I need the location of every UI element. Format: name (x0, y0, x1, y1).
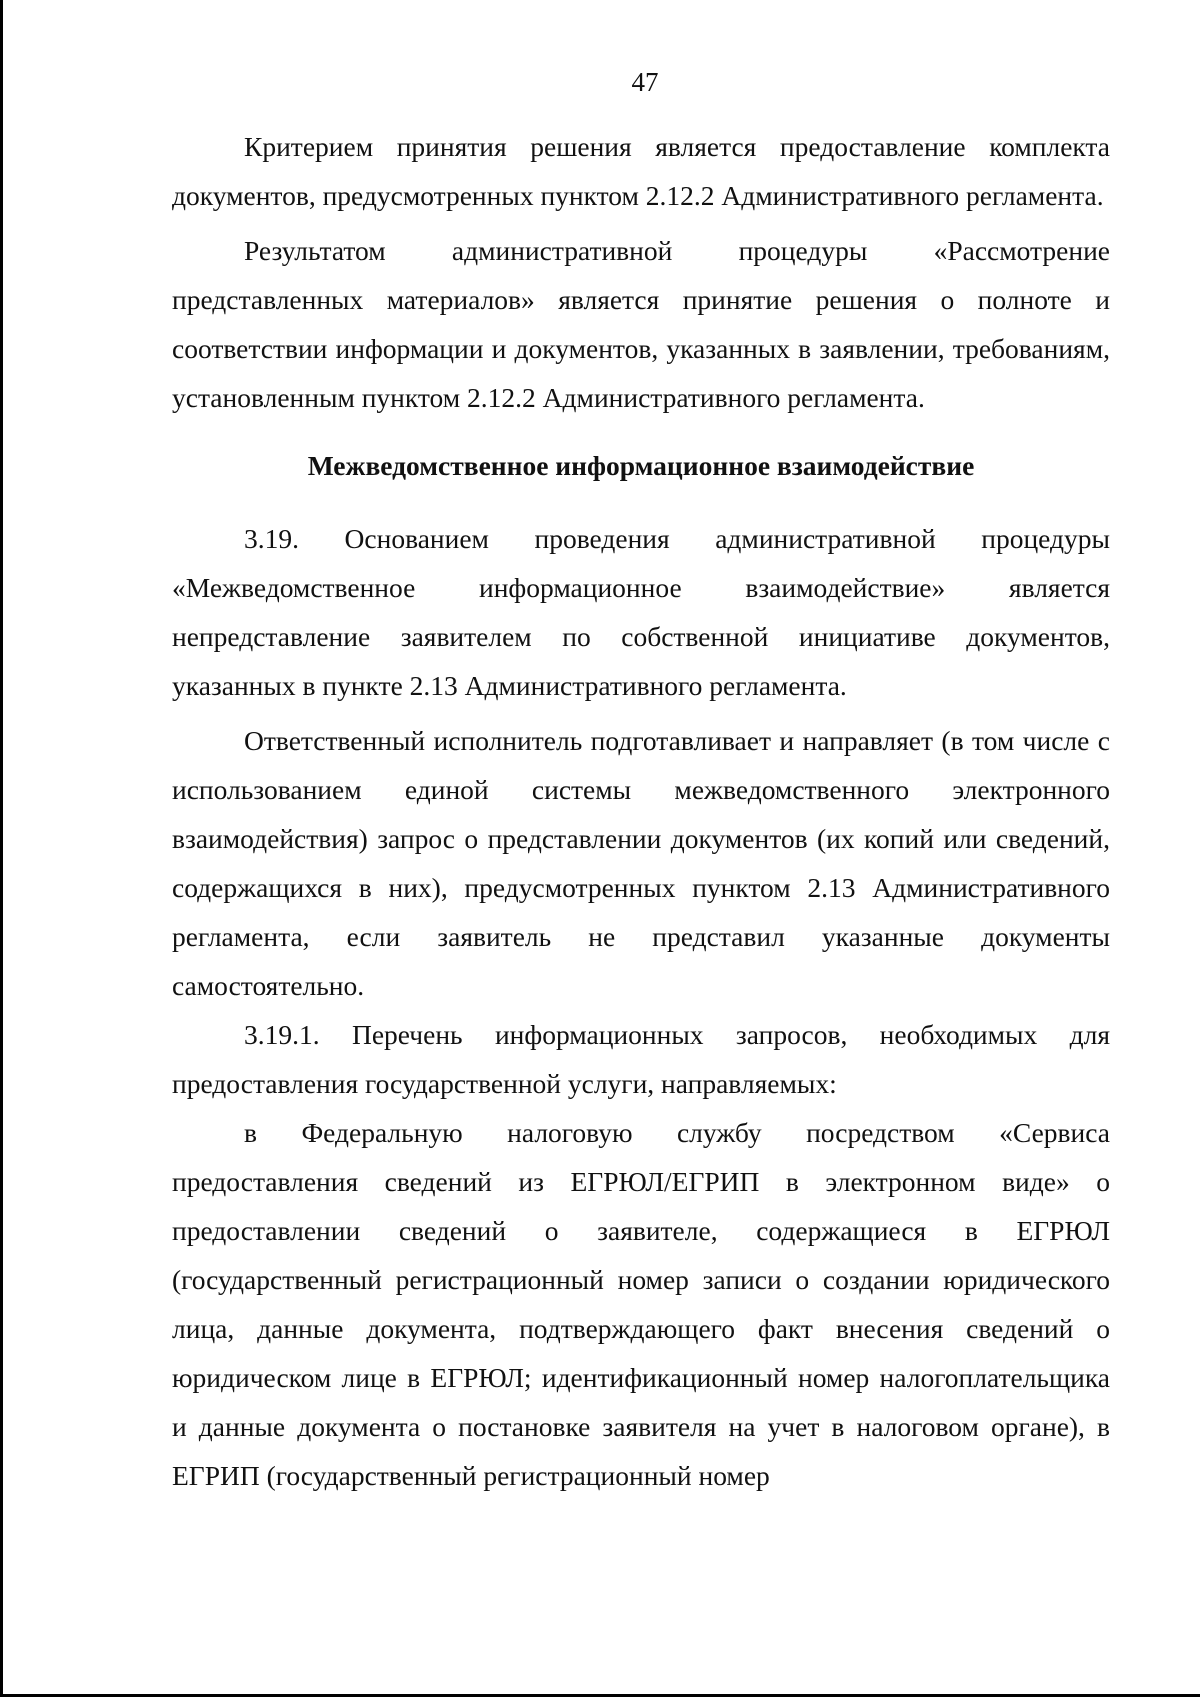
section-heading: Межведомственное информационное взаимодействие (307, 450, 975, 481)
page-number: 47 (631, 67, 659, 97)
paragraph-responsible-executor: Ответственный исполнитель подготавливает и направляет (в том числе с использованием единой системы межведомственного электронного взаимодействия) запрос о представлении документов (их копий или сведений, содержащихся в них), предусмотренных пунктом 2.13 Административного регламента, если заявитель не представил указанные документы самостоятельно. (172, 725, 1110, 1001)
document-body (172, 122, 1110, 1500)
paragraph-decision-criterion: Критерием принятия решения является предоставление комплекта документов, предусмотренных пунктом 2.12.2 Административного регламента. (172, 131, 1110, 211)
scan-edge-left (0, 0, 3, 1697)
paragraph-3-19: 3.19. Основанием проведения административной процедуры «Межведомственное информационное взаимодействие» является непредставление заявителем по собственной инициативе документов, указанных в пункте 2.13 Административного регламента. (172, 523, 1110, 701)
paragraph-federal-tax-service: в Федеральную налоговую службу посредством «Сервиса предоставления сведений из ЕГРЮЛ/ЕГРИП в электронном виде» о предоставлении сведений о заявителе, содержащиеся в ЕГРЮЛ (государственный регистрационный номер записи о создании юридического лица, данные документа, подтверждающего факт внесения сведений о юридическом лице в ЕГРЮЛ; идентификационный номер налогоплательщика и данные документа о постановке заявителя на учет в налоговом органе), в ЕГРИП (государственный регистрационный номер (172, 1117, 1110, 1491)
paragraph-3-19-1: 3.19.1. Перечень информационных запросов, необходимых для предоставления государственной услуги, направляемых: (172, 1019, 1110, 1099)
paragraph-procedure-result: Результатом административной процедуры «Рассмотрение представленных материалов» является принятие решения о полноте и соответствии информации и документов, указанных в заявлении, требованиям, установленным пунктом 2.12.2 Административного регламента. (172, 235, 1110, 413)
